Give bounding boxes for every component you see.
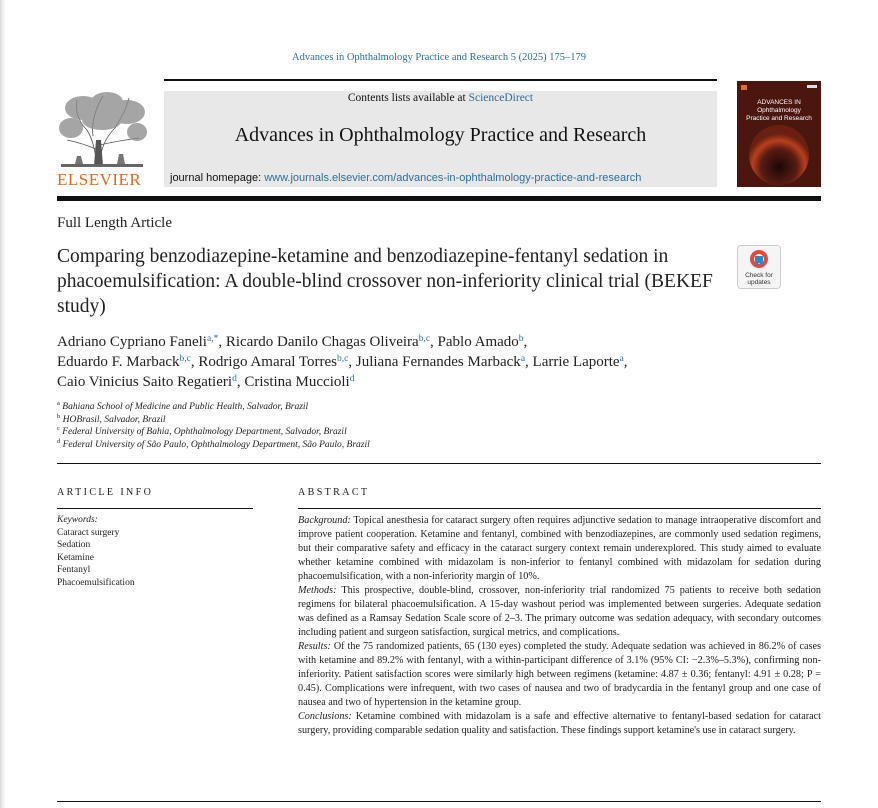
author[interactable]: Juliana Fernandes Marback$^a$	[355, 354, 526, 370]
keyword-item: Ketamine	[57, 552, 94, 563]
affiliation-item: $^b$ HOBrasil, Salvador, Brazil	[57, 412, 166, 425]
article-info-rule	[57, 508, 253, 509]
abstract-body	[298, 514, 821, 738]
author[interactable]: Eduardo F. Marback$^{b,c}$	[57, 354, 191, 370]
header-bottom-rule	[57, 196, 821, 201]
keywords-label: Keywords:	[57, 515, 98, 525]
header-top-rule	[164, 79, 717, 81]
abstract-background: Background: Topical anesthesia for cataract surgery often requires adjunctive sedation to manage intraoperative discomfort and improve patient cooperation. Ketamine and fentanyl, combined with benzodiazepines, are commonly used sedation regimens, but their comparative safety and efficacy in the cataract surgery context remain underexplored. This study aimed to evaluate whether ketamine combined with midazolam is non-inferior to fentanyl combined with midazolam for sedation during phacoemulsification, with a non-inferiority margin of 10%.	[298, 515, 821, 582]
journal-homepage	[170, 172, 641, 184]
author-list: Adriano Cypriano Faneli$^{a,*}$, Ricardo Danilo Chagas Oliveira$^{b,c}$, Pablo Amado$^b$, Eduardo F. Marback$^{b,c}$, Rodrigo Amaral Torres$^{b,c}$, Juliana Fernandes Marback$^a$, Larrie Laporte$^a$, Caio Vinicius Saito Regatieri$^d$, Cristina Muccioli$^d$	[57, 334, 628, 390]
abstract-conclusions: Conclusions: Ketamine combined with midazolam is a safe and effective alternative to fentanyl-based sedation for cataract surgery, providing comparable sedation quality and satisfaction. These findings support ketamine's use in cataract surgery.	[298, 711, 822, 736]
abstract-heading: ABSTRACT	[298, 487, 370, 498]
check-for-updates-label: Check for updates	[745, 272, 773, 286]
author[interactable]: Adriano Cypriano Faneli$^{a,*}$	[57, 334, 219, 350]
cover-art	[737, 81, 821, 187]
keyword-item: Phacoemulsification	[57, 577, 135, 588]
keywords-block	[57, 514, 135, 589]
abstract-methods: Methods: This prospective, double-blind, crossover, non-inferiority trial randomized 75 patients to receive both sedation regimens for bilateral phacoemulsification. A 15-day washout period was implemented between surgeries. Adequate sedation was defined as a Ramsay Sedation Scale score of 2–3. The primary outcome was sedation adequacy, with secondary outcomes including patient and surgeon satisfaction, surgical metrics, and complications.	[298, 585, 821, 638]
contents-line	[164, 92, 717, 104]
keyword-item: Sedation	[57, 540, 91, 550]
section-divider	[57, 463, 821, 464]
author[interactable]: Rodrigo Amaral Torres$^{b,c}$	[198, 354, 349, 370]
publisher-wordmark: ELSEVIER	[57, 170, 142, 189]
cover-title: ADVANCES IN Ophthalmology Practice and Research	[746, 99, 812, 122]
homepage-prefix: journal homepage:	[170, 172, 262, 184]
author[interactable]: Ricardo Danilo Chagas Oliveira$^{b,c}$	[225, 334, 431, 350]
keyword-item: Fentanyl	[57, 565, 91, 575]
check-for-updates-button[interactable]	[737, 245, 781, 289]
article-info-heading: ARTICLE INFO	[57, 487, 154, 498]
author[interactable]: Caio Vinicius Saito Regatieri$^d$	[57, 374, 237, 390]
author[interactable]: Pablo Amado$^b$	[437, 334, 524, 350]
article-type: Full Length Article	[57, 215, 172, 231]
affiliations	[57, 401, 370, 451]
affiliation-item: $^d$ Federal University of São Paulo, Ophthalmology Department, São Paulo, Brazil	[57, 437, 370, 450]
author[interactable]: Cristina Muccioli$^d$	[244, 374, 355, 390]
journal-cover-image[interactable]	[737, 81, 821, 187]
abstract-results: Results: Of the 75 randomized patients, 65 (130 eyes) completed the study. Adequate sedation was achieved in 86.2% of cases with ketamine and 89.2% with fentanyl, with a within-participant difference of 3.1% (95% CI: −2.3%–5.3%), confirming non-inferiority. Patient satisfaction scores were similarly high between regimens (ketamine: 4.87 ± 0.36; fentanyl: 4.91 ± 0.28; P = 0.45). Complications were infrequent, with two cases of nausea and two of bradycardia in the fentanyl group and one case of nausea and two of hypertension in the ketamine group.	[298, 641, 821, 708]
journal-title: Advances in Ophthalmology Practice and Research	[234, 124, 647, 146]
abstract-bottom-rule	[57, 801, 821, 802]
homepage-link[interactable]: www.journals.elsevier.com/advances-in-ophthalmology-practice-and-research	[264, 172, 642, 184]
affiliation-item: $^c$ Federal University of Bahia, Ophthalmology Department, Salvador, Brazil	[57, 425, 347, 437]
journal-citation[interactable]: Advances in Ophthalmology Practice and Research 5 (2025) 175–179	[292, 52, 586, 63]
keyword-item: Cataract surgery	[57, 527, 120, 538]
article-title: Comparing benzodiazepine-ketamine and benzodiazepine-fentanyl sedation in phacoemulsification: A double-blind crossover non-inferiority clinical trial (BEKEF study)	[57, 246, 713, 317]
abstract-rule	[298, 508, 821, 509]
author[interactable]: Larrie Laporte$^a$	[532, 354, 624, 370]
contents-prefix: Contents lists available at	[347, 92, 466, 104]
page-edge-shadow	[0, 0, 6, 808]
sciencedirect-link[interactable]: ScienceDirect	[468, 92, 534, 104]
affiliation-item: $^a$ Bahiana School of Medicine and Public Health, Salvador, Brazil	[57, 400, 309, 412]
bookmark-icon	[738, 246, 780, 272]
